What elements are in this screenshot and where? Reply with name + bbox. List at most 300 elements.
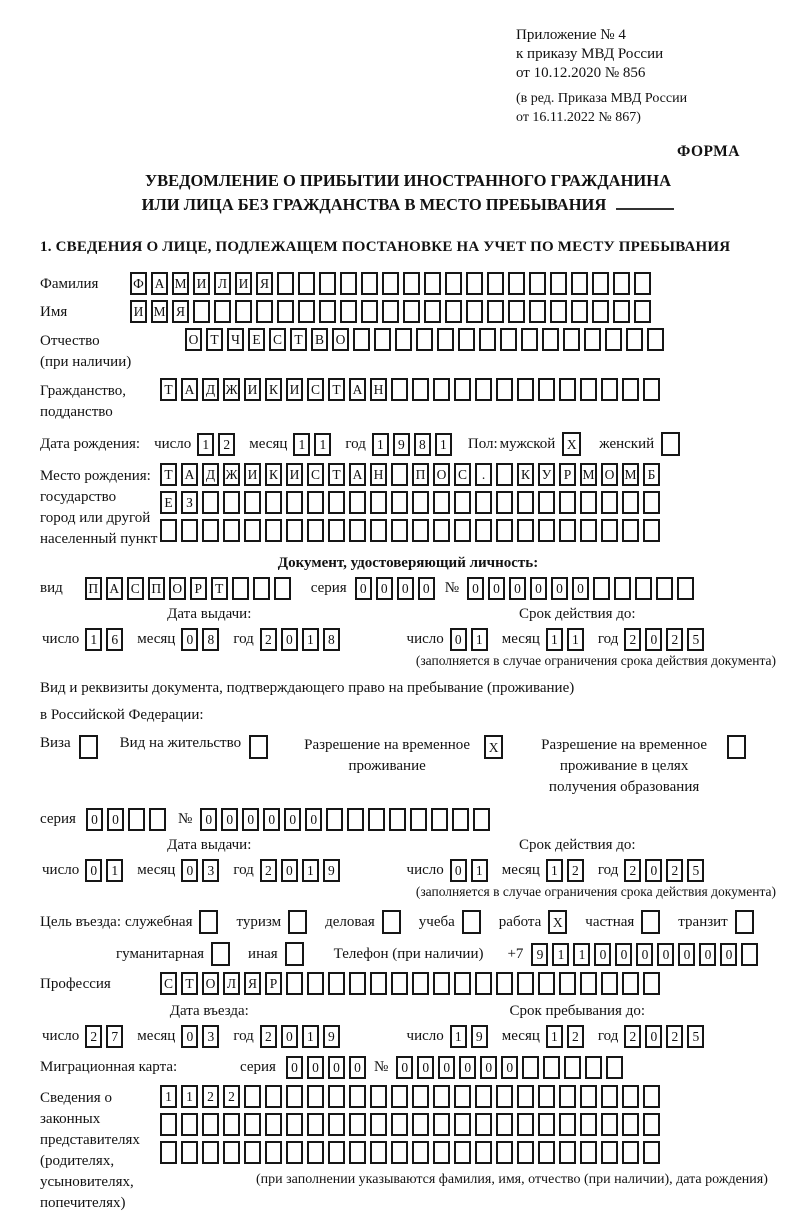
char-box[interactable]: С xyxy=(454,463,471,486)
char-box[interactable]: П xyxy=(412,463,429,486)
char-box[interactable] xyxy=(601,1113,618,1136)
char-box[interactable] xyxy=(613,272,630,295)
char-box[interactable] xyxy=(605,328,622,351)
char-box[interactable] xyxy=(538,972,555,995)
char-box[interactable]: 1 xyxy=(372,433,389,456)
char-box[interactable] xyxy=(412,1141,429,1164)
char-box[interactable] xyxy=(496,1113,513,1136)
char-box[interactable] xyxy=(298,300,315,323)
char-box[interactable] xyxy=(370,972,387,995)
char-box[interactable] xyxy=(223,519,240,542)
char-box[interactable]: С xyxy=(307,378,324,401)
char-box[interactable] xyxy=(613,300,630,323)
char-box[interactable] xyxy=(643,1085,660,1108)
char-box[interactable]: 0 xyxy=(281,1025,298,1048)
char-box[interactable]: У xyxy=(538,463,555,486)
char-box[interactable] xyxy=(431,808,448,831)
char-box[interactable] xyxy=(643,491,660,514)
char-box[interactable] xyxy=(265,1113,282,1136)
char-box[interactable]: 8 xyxy=(323,628,340,651)
char-box[interactable] xyxy=(550,272,567,295)
char-box[interactable] xyxy=(256,300,273,323)
char-box[interactable] xyxy=(622,972,639,995)
char-box[interactable] xyxy=(433,1085,450,1108)
char-box[interactable] xyxy=(382,272,399,295)
char-box[interactable] xyxy=(454,491,471,514)
char-box[interactable] xyxy=(521,328,538,351)
char-box[interactable] xyxy=(265,1085,282,1108)
char-box[interactable] xyxy=(559,378,576,401)
char-box[interactable] xyxy=(149,808,166,831)
char-box[interactable] xyxy=(475,1085,492,1108)
char-box[interactable]: 9 xyxy=(323,859,340,882)
char-box[interactable] xyxy=(244,1113,261,1136)
char-box[interactable]: Д xyxy=(202,463,219,486)
checkbox[interactable] xyxy=(641,910,660,934)
char-box[interactable] xyxy=(395,328,412,351)
char-box[interactable] xyxy=(437,328,454,351)
char-box[interactable]: К xyxy=(265,463,282,486)
char-box[interactable] xyxy=(328,519,345,542)
char-box[interactable]: 0 xyxy=(242,808,259,831)
char-box[interactable] xyxy=(391,463,408,486)
char-box[interactable] xyxy=(160,519,177,542)
char-box[interactable]: С xyxy=(307,463,324,486)
char-box[interactable]: 1 xyxy=(567,628,584,651)
char-box[interactable]: 0 xyxy=(615,943,632,966)
char-box[interactable]: 0 xyxy=(467,577,484,600)
checkbox[interactable] xyxy=(199,910,218,934)
char-box[interactable] xyxy=(307,972,324,995)
char-box[interactable]: 0 xyxy=(699,943,716,966)
char-box[interactable] xyxy=(328,1141,345,1164)
char-box[interactable] xyxy=(580,972,597,995)
char-box[interactable]: 1 xyxy=(106,859,123,882)
char-box[interactable] xyxy=(496,463,513,486)
char-box[interactable]: 1 xyxy=(546,628,563,651)
char-box[interactable]: Б xyxy=(643,463,660,486)
char-box[interactable]: 2 xyxy=(218,433,235,456)
char-box[interactable] xyxy=(466,272,483,295)
char-box[interactable]: 0 xyxy=(281,628,298,651)
char-box[interactable]: Я xyxy=(172,300,189,323)
char-box[interactable] xyxy=(340,300,357,323)
char-box[interactable] xyxy=(475,1113,492,1136)
char-box[interactable] xyxy=(559,1113,576,1136)
char-box[interactable] xyxy=(298,272,315,295)
char-box[interactable] xyxy=(445,272,462,295)
char-box[interactable]: 1 xyxy=(85,628,102,651)
char-box[interactable] xyxy=(391,491,408,514)
char-box[interactable]: 0 xyxy=(181,859,198,882)
char-box[interactable] xyxy=(433,519,450,542)
char-box[interactable]: 7 xyxy=(106,1025,123,1048)
char-box[interactable]: 0 xyxy=(459,1056,476,1079)
char-box[interactable] xyxy=(454,519,471,542)
char-box[interactable]: 8 xyxy=(414,433,431,456)
char-box[interactable]: 1 xyxy=(573,943,590,966)
char-box[interactable]: 9 xyxy=(471,1025,488,1048)
char-box[interactable] xyxy=(286,1085,303,1108)
char-box[interactable] xyxy=(622,1113,639,1136)
char-box[interactable]: 2 xyxy=(624,628,641,651)
char-box[interactable]: В xyxy=(311,328,328,351)
char-box[interactable] xyxy=(286,519,303,542)
char-box[interactable]: 2 xyxy=(202,1085,219,1108)
char-box[interactable] xyxy=(592,300,609,323)
char-box[interactable] xyxy=(193,300,210,323)
char-box[interactable] xyxy=(475,378,492,401)
char-box[interactable]: . xyxy=(475,463,492,486)
char-box[interactable] xyxy=(571,272,588,295)
checkbox[interactable] xyxy=(285,942,304,966)
char-box[interactable]: А xyxy=(349,378,366,401)
char-box[interactable] xyxy=(580,1113,597,1136)
char-box[interactable] xyxy=(391,519,408,542)
char-box[interactable] xyxy=(475,972,492,995)
char-box[interactable] xyxy=(347,808,364,831)
char-box[interactable] xyxy=(433,491,450,514)
char-box[interactable] xyxy=(496,491,513,514)
char-box[interactable] xyxy=(433,1141,450,1164)
char-box[interactable]: Ч xyxy=(227,328,244,351)
char-box[interactable] xyxy=(601,378,618,401)
char-box[interactable] xyxy=(643,1141,660,1164)
char-box[interactable] xyxy=(538,491,555,514)
char-box[interactable] xyxy=(202,1113,219,1136)
char-box[interactable]: 0 xyxy=(645,628,662,651)
char-box[interactable]: 1 xyxy=(471,859,488,882)
char-box[interactable] xyxy=(391,378,408,401)
char-box[interactable]: И xyxy=(235,272,252,295)
char-box[interactable]: О xyxy=(185,328,202,351)
char-box[interactable] xyxy=(475,1141,492,1164)
char-box[interactable]: М xyxy=(580,463,597,486)
char-box[interactable] xyxy=(328,1113,345,1136)
char-box[interactable] xyxy=(458,328,475,351)
char-box[interactable]: 0 xyxy=(221,808,238,831)
char-box[interactable] xyxy=(433,972,450,995)
char-box[interactable]: С xyxy=(127,577,144,600)
char-box[interactable] xyxy=(361,300,378,323)
char-box[interactable]: 0 xyxy=(349,1056,366,1079)
char-box[interactable] xyxy=(389,808,406,831)
char-box[interactable]: 0 xyxy=(530,577,547,600)
char-box[interactable] xyxy=(235,300,252,323)
char-box[interactable]: 2 xyxy=(260,1025,277,1048)
char-box[interactable] xyxy=(416,328,433,351)
char-box[interactable] xyxy=(353,328,370,351)
char-box[interactable]: 1 xyxy=(302,859,319,882)
char-box[interactable]: 0 xyxy=(328,1056,345,1079)
char-box[interactable] xyxy=(328,1085,345,1108)
char-box[interactable] xyxy=(368,808,385,831)
char-box[interactable] xyxy=(643,519,660,542)
char-box[interactable]: И xyxy=(193,272,210,295)
char-box[interactable]: Ф xyxy=(130,272,147,295)
char-box[interactable] xyxy=(517,491,534,514)
char-box[interactable] xyxy=(496,378,513,401)
char-box[interactable]: 1 xyxy=(181,1085,198,1108)
char-box[interactable]: Т xyxy=(328,378,345,401)
char-box[interactable] xyxy=(128,808,145,831)
char-box[interactable]: 0 xyxy=(572,577,589,600)
char-box[interactable]: 0 xyxy=(263,808,280,831)
char-box[interactable] xyxy=(580,378,597,401)
char-box[interactable] xyxy=(349,519,366,542)
char-box[interactable] xyxy=(559,1085,576,1108)
char-box[interactable] xyxy=(564,1056,581,1079)
char-box[interactable] xyxy=(677,577,694,600)
char-box[interactable] xyxy=(286,972,303,995)
char-box[interactable] xyxy=(601,519,618,542)
char-box[interactable] xyxy=(391,972,408,995)
char-box[interactable]: Л xyxy=(214,272,231,295)
char-box[interactable]: 1 xyxy=(450,1025,467,1048)
char-box[interactable] xyxy=(202,1141,219,1164)
char-box[interactable] xyxy=(543,1056,560,1079)
char-box[interactable] xyxy=(277,272,294,295)
char-box[interactable] xyxy=(496,519,513,542)
checkbox[interactable]: X xyxy=(562,432,581,456)
char-box[interactable]: М xyxy=(172,272,189,295)
char-box[interactable]: К xyxy=(265,378,282,401)
char-box[interactable] xyxy=(656,577,673,600)
char-box[interactable] xyxy=(223,1113,240,1136)
char-box[interactable]: 0 xyxy=(645,1025,662,1048)
char-box[interactable]: Р xyxy=(265,972,282,995)
char-box[interactable] xyxy=(622,491,639,514)
char-box[interactable]: 5 xyxy=(687,1025,704,1048)
char-box[interactable] xyxy=(634,300,651,323)
char-box[interactable]: 0 xyxy=(181,1025,198,1048)
char-box[interactable] xyxy=(370,1141,387,1164)
char-box[interactable]: С xyxy=(269,328,286,351)
char-box[interactable] xyxy=(370,519,387,542)
char-box[interactable]: 2 xyxy=(624,1025,641,1048)
char-box[interactable]: Я xyxy=(244,972,261,995)
char-box[interactable] xyxy=(391,1141,408,1164)
char-box[interactable] xyxy=(496,1085,513,1108)
char-box[interactable] xyxy=(643,972,660,995)
char-box[interactable] xyxy=(286,1141,303,1164)
char-box[interactable] xyxy=(433,1113,450,1136)
char-box[interactable] xyxy=(370,1113,387,1136)
char-box[interactable]: 3 xyxy=(202,1025,219,1048)
checkbox[interactable] xyxy=(735,910,754,934)
char-box[interactable] xyxy=(265,1141,282,1164)
char-box[interactable]: 1 xyxy=(546,859,563,882)
char-box[interactable] xyxy=(585,1056,602,1079)
char-box[interactable] xyxy=(473,808,490,831)
char-box[interactable] xyxy=(452,808,469,831)
char-box[interactable] xyxy=(340,272,357,295)
char-box[interactable]: 3 xyxy=(202,859,219,882)
char-box[interactable]: 2 xyxy=(666,859,683,882)
char-box[interactable] xyxy=(487,272,504,295)
char-box[interactable]: 8 xyxy=(202,628,219,651)
char-box[interactable]: И xyxy=(130,300,147,323)
char-box[interactable]: Т xyxy=(328,463,345,486)
checkbox[interactable] xyxy=(211,942,230,966)
char-box[interactable]: Т xyxy=(181,972,198,995)
char-box[interactable] xyxy=(410,808,427,831)
char-box[interactable] xyxy=(328,972,345,995)
char-box[interactable]: Т xyxy=(211,577,228,600)
char-box[interactable] xyxy=(643,378,660,401)
char-box[interactable]: 9 xyxy=(393,433,410,456)
char-box[interactable] xyxy=(244,519,261,542)
char-box[interactable]: 0 xyxy=(376,577,393,600)
char-box[interactable] xyxy=(563,328,580,351)
char-box[interactable]: 0 xyxy=(418,577,435,600)
char-box[interactable] xyxy=(580,1085,597,1108)
char-box[interactable] xyxy=(319,300,336,323)
checkbox[interactable] xyxy=(661,432,680,456)
char-box[interactable]: 0 xyxy=(355,577,372,600)
char-box[interactable] xyxy=(181,1113,198,1136)
char-box[interactable] xyxy=(307,1113,324,1136)
char-box[interactable] xyxy=(391,1113,408,1136)
char-box[interactable] xyxy=(349,1141,366,1164)
char-box[interactable]: 1 xyxy=(302,628,319,651)
char-box[interactable]: 2 xyxy=(85,1025,102,1048)
char-box[interactable] xyxy=(517,1113,534,1136)
char-box[interactable]: 0 xyxy=(286,1056,303,1079)
char-box[interactable]: К xyxy=(517,463,534,486)
char-box[interactable] xyxy=(622,519,639,542)
char-box[interactable] xyxy=(601,1141,618,1164)
char-box[interactable] xyxy=(647,328,664,351)
char-box[interactable] xyxy=(223,491,240,514)
char-box[interactable] xyxy=(580,519,597,542)
char-box[interactable] xyxy=(517,519,534,542)
char-box[interactable]: 5 xyxy=(687,628,704,651)
char-box[interactable] xyxy=(274,577,291,600)
char-box[interactable] xyxy=(319,272,336,295)
char-box[interactable] xyxy=(529,300,546,323)
char-box[interactable] xyxy=(517,378,534,401)
char-box[interactable] xyxy=(370,1085,387,1108)
char-box[interactable]: 9 xyxy=(531,943,548,966)
char-box[interactable]: 2 xyxy=(260,628,277,651)
char-box[interactable] xyxy=(522,1056,539,1079)
char-box[interactable]: 0 xyxy=(450,859,467,882)
char-box[interactable] xyxy=(622,378,639,401)
char-box[interactable]: 6 xyxy=(106,628,123,651)
char-box[interactable]: Н xyxy=(370,463,387,486)
char-box[interactable]: 1 xyxy=(197,433,214,456)
char-box[interactable] xyxy=(580,491,597,514)
char-box[interactable]: П xyxy=(85,577,102,600)
char-box[interactable] xyxy=(559,519,576,542)
char-box[interactable] xyxy=(475,491,492,514)
char-box[interactable] xyxy=(403,300,420,323)
char-box[interactable] xyxy=(626,328,643,351)
char-box[interactable]: О xyxy=(601,463,618,486)
char-box[interactable]: 0 xyxy=(107,808,124,831)
char-box[interactable] xyxy=(326,808,343,831)
char-box[interactable] xyxy=(538,1113,555,1136)
char-box[interactable]: Т xyxy=(206,328,223,351)
char-box[interactable]: 0 xyxy=(480,1056,497,1079)
char-box[interactable]: А xyxy=(151,272,168,295)
char-box[interactable]: 0 xyxy=(488,577,505,600)
char-box[interactable]: Р xyxy=(190,577,207,600)
char-box[interactable] xyxy=(391,1085,408,1108)
char-box[interactable]: 0 xyxy=(396,1056,413,1079)
char-box[interactable] xyxy=(253,577,270,600)
char-box[interactable]: Л xyxy=(223,972,240,995)
char-box[interactable] xyxy=(529,272,546,295)
char-box[interactable] xyxy=(412,491,429,514)
char-box[interactable] xyxy=(160,1113,177,1136)
char-box[interactable]: 0 xyxy=(200,808,217,831)
char-box[interactable]: 5 xyxy=(687,859,704,882)
char-box[interactable]: 0 xyxy=(305,808,322,831)
char-box[interactable]: 0 xyxy=(417,1056,434,1079)
char-box[interactable]: С xyxy=(160,972,177,995)
char-box[interactable] xyxy=(349,972,366,995)
char-box[interactable]: Р xyxy=(559,463,576,486)
char-box[interactable] xyxy=(487,300,504,323)
char-box[interactable] xyxy=(307,1085,324,1108)
char-box[interactable] xyxy=(517,972,534,995)
char-box[interactable]: 0 xyxy=(85,859,102,882)
char-box[interactable] xyxy=(592,272,609,295)
char-box[interactable] xyxy=(508,272,525,295)
char-box[interactable]: 2 xyxy=(260,859,277,882)
char-box[interactable] xyxy=(741,943,758,966)
char-box[interactable] xyxy=(479,328,496,351)
char-box[interactable] xyxy=(571,300,588,323)
char-box[interactable] xyxy=(349,491,366,514)
char-box[interactable]: 2 xyxy=(624,859,641,882)
char-box[interactable]: А xyxy=(181,378,198,401)
char-box[interactable]: О xyxy=(332,328,349,351)
char-box[interactable] xyxy=(223,1141,240,1164)
char-box[interactable]: Е xyxy=(160,491,177,514)
char-box[interactable] xyxy=(403,272,420,295)
char-box[interactable] xyxy=(232,577,249,600)
char-box[interactable] xyxy=(614,577,631,600)
char-box[interactable]: 0 xyxy=(509,577,526,600)
char-box[interactable]: Е xyxy=(248,328,265,351)
char-box[interactable] xyxy=(606,1056,623,1079)
char-box[interactable]: 0 xyxy=(645,859,662,882)
char-box[interactable] xyxy=(559,1141,576,1164)
char-box[interactable] xyxy=(412,378,429,401)
char-box[interactable]: О xyxy=(202,972,219,995)
char-box[interactable] xyxy=(424,300,441,323)
char-box[interactable] xyxy=(445,300,462,323)
checkbox[interactable] xyxy=(462,910,481,934)
char-box[interactable] xyxy=(496,972,513,995)
char-box[interactable]: 9 xyxy=(323,1025,340,1048)
char-box[interactable]: Ж xyxy=(223,463,240,486)
char-box[interactable]: 0 xyxy=(284,808,301,831)
char-box[interactable]: 0 xyxy=(307,1056,324,1079)
char-box[interactable] xyxy=(634,272,651,295)
char-box[interactable]: 0 xyxy=(281,859,298,882)
checkbox[interactable] xyxy=(382,910,401,934)
char-box[interactable] xyxy=(601,1085,618,1108)
char-box[interactable]: 1 xyxy=(302,1025,319,1048)
checkbox[interactable]: X xyxy=(548,910,567,934)
char-box[interactable] xyxy=(538,1141,555,1164)
char-box[interactable]: Т xyxy=(160,463,177,486)
char-box[interactable]: Д xyxy=(202,378,219,401)
